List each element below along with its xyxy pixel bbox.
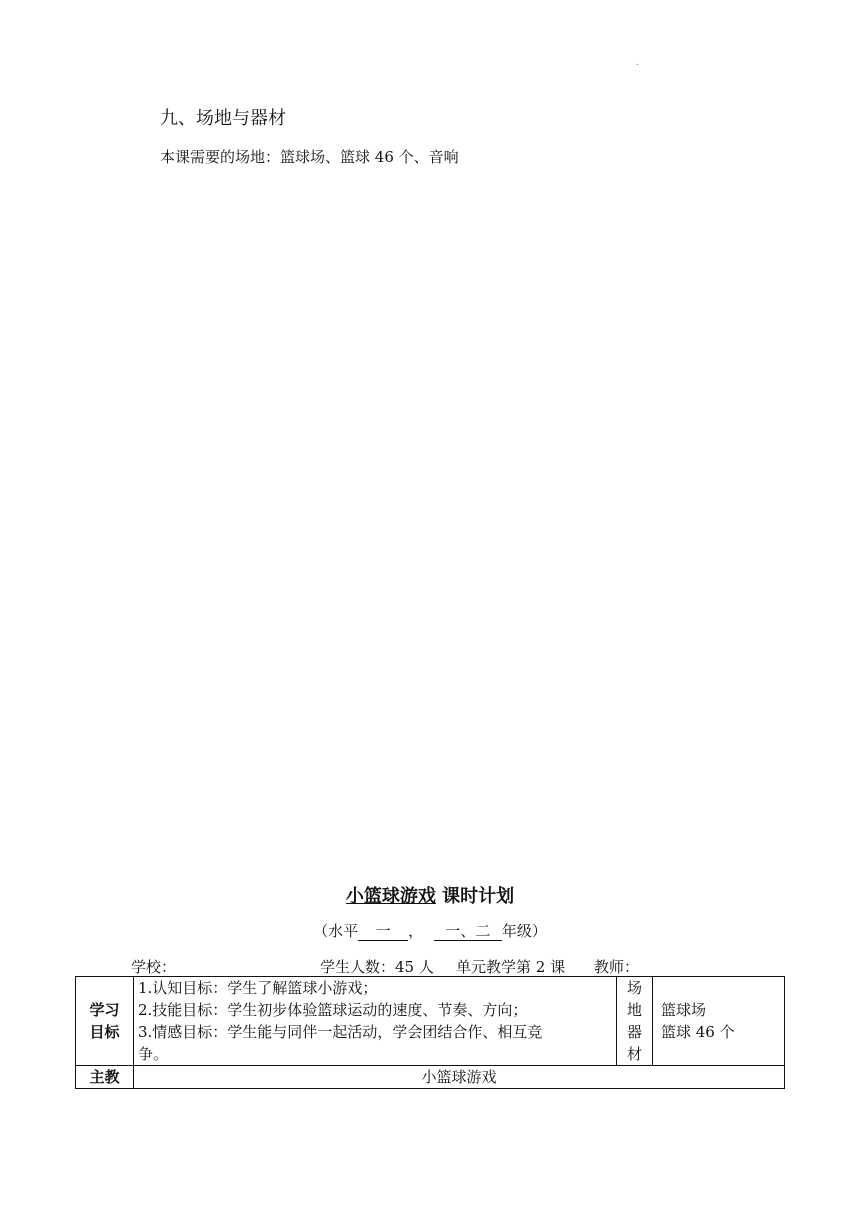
- goal-item: 3.情感目标：学生能与同伴一起活动，学会团结合作、相互竞: [138, 1023, 543, 1041]
- equipment-cell: [653, 977, 785, 1066]
- section-heading: 九、场地与器材: [160, 108, 286, 129]
- info-teacher: 教师：: [594, 958, 640, 976]
- level-open: （水平: [313, 922, 359, 940]
- info-students: 学生人数：45 人: [320, 958, 434, 976]
- goal-item: 1.认知目标：学生了解篮球小游戏；: [138, 979, 378, 997]
- level-comma: ，: [408, 922, 424, 940]
- header-dot: .: [636, 58, 639, 67]
- venue-label-char: 材: [626, 1045, 642, 1063]
- info-school: 学校：: [131, 958, 177, 976]
- venue-label-char: 地: [626, 1001, 642, 1019]
- goals-label-cell: [76, 977, 134, 1066]
- goals-row: [76, 977, 785, 1066]
- plan-title-suffix: 课时计划: [442, 886, 515, 907]
- goals-label-line: 学习: [89, 1001, 120, 1019]
- section-text: 本课需要的场地：篮球场、篮球 46 个、音响: [160, 148, 459, 166]
- venue-label-char: 场: [626, 979, 642, 997]
- main-content-row: [76, 1066, 785, 1089]
- venue-label-char: 器: [626, 1023, 642, 1041]
- main-content-cell: 小篮球游戏: [134, 1066, 785, 1089]
- plan-title-topic: 小篮球游戏: [345, 886, 436, 907]
- venue-label-cell: [617, 977, 653, 1066]
- lesson-plan-table: [75, 976, 785, 1089]
- main-label-cell: 主教: [76, 1066, 134, 1089]
- level-close: 年级）: [501, 922, 547, 940]
- goal-item: 2.技能目标：学生初步体验篮球运动的速度、节奏、方向；: [138, 1001, 528, 1019]
- equipment-item: 篮球场: [661, 1001, 707, 1019]
- grade-value: 一、二: [434, 923, 502, 941]
- info-unit: 单元教学第 2 课: [456, 958, 566, 976]
- level-value: 一: [358, 923, 408, 941]
- goals-label-line: 目标: [89, 1023, 120, 1041]
- plan-title: [0, 882, 860, 908]
- goal-item: 争。: [138, 1045, 169, 1063]
- equipment-item: 篮球 46 个: [661, 1023, 735, 1041]
- goals-cell: [134, 977, 617, 1066]
- level-line: [0, 920, 860, 941]
